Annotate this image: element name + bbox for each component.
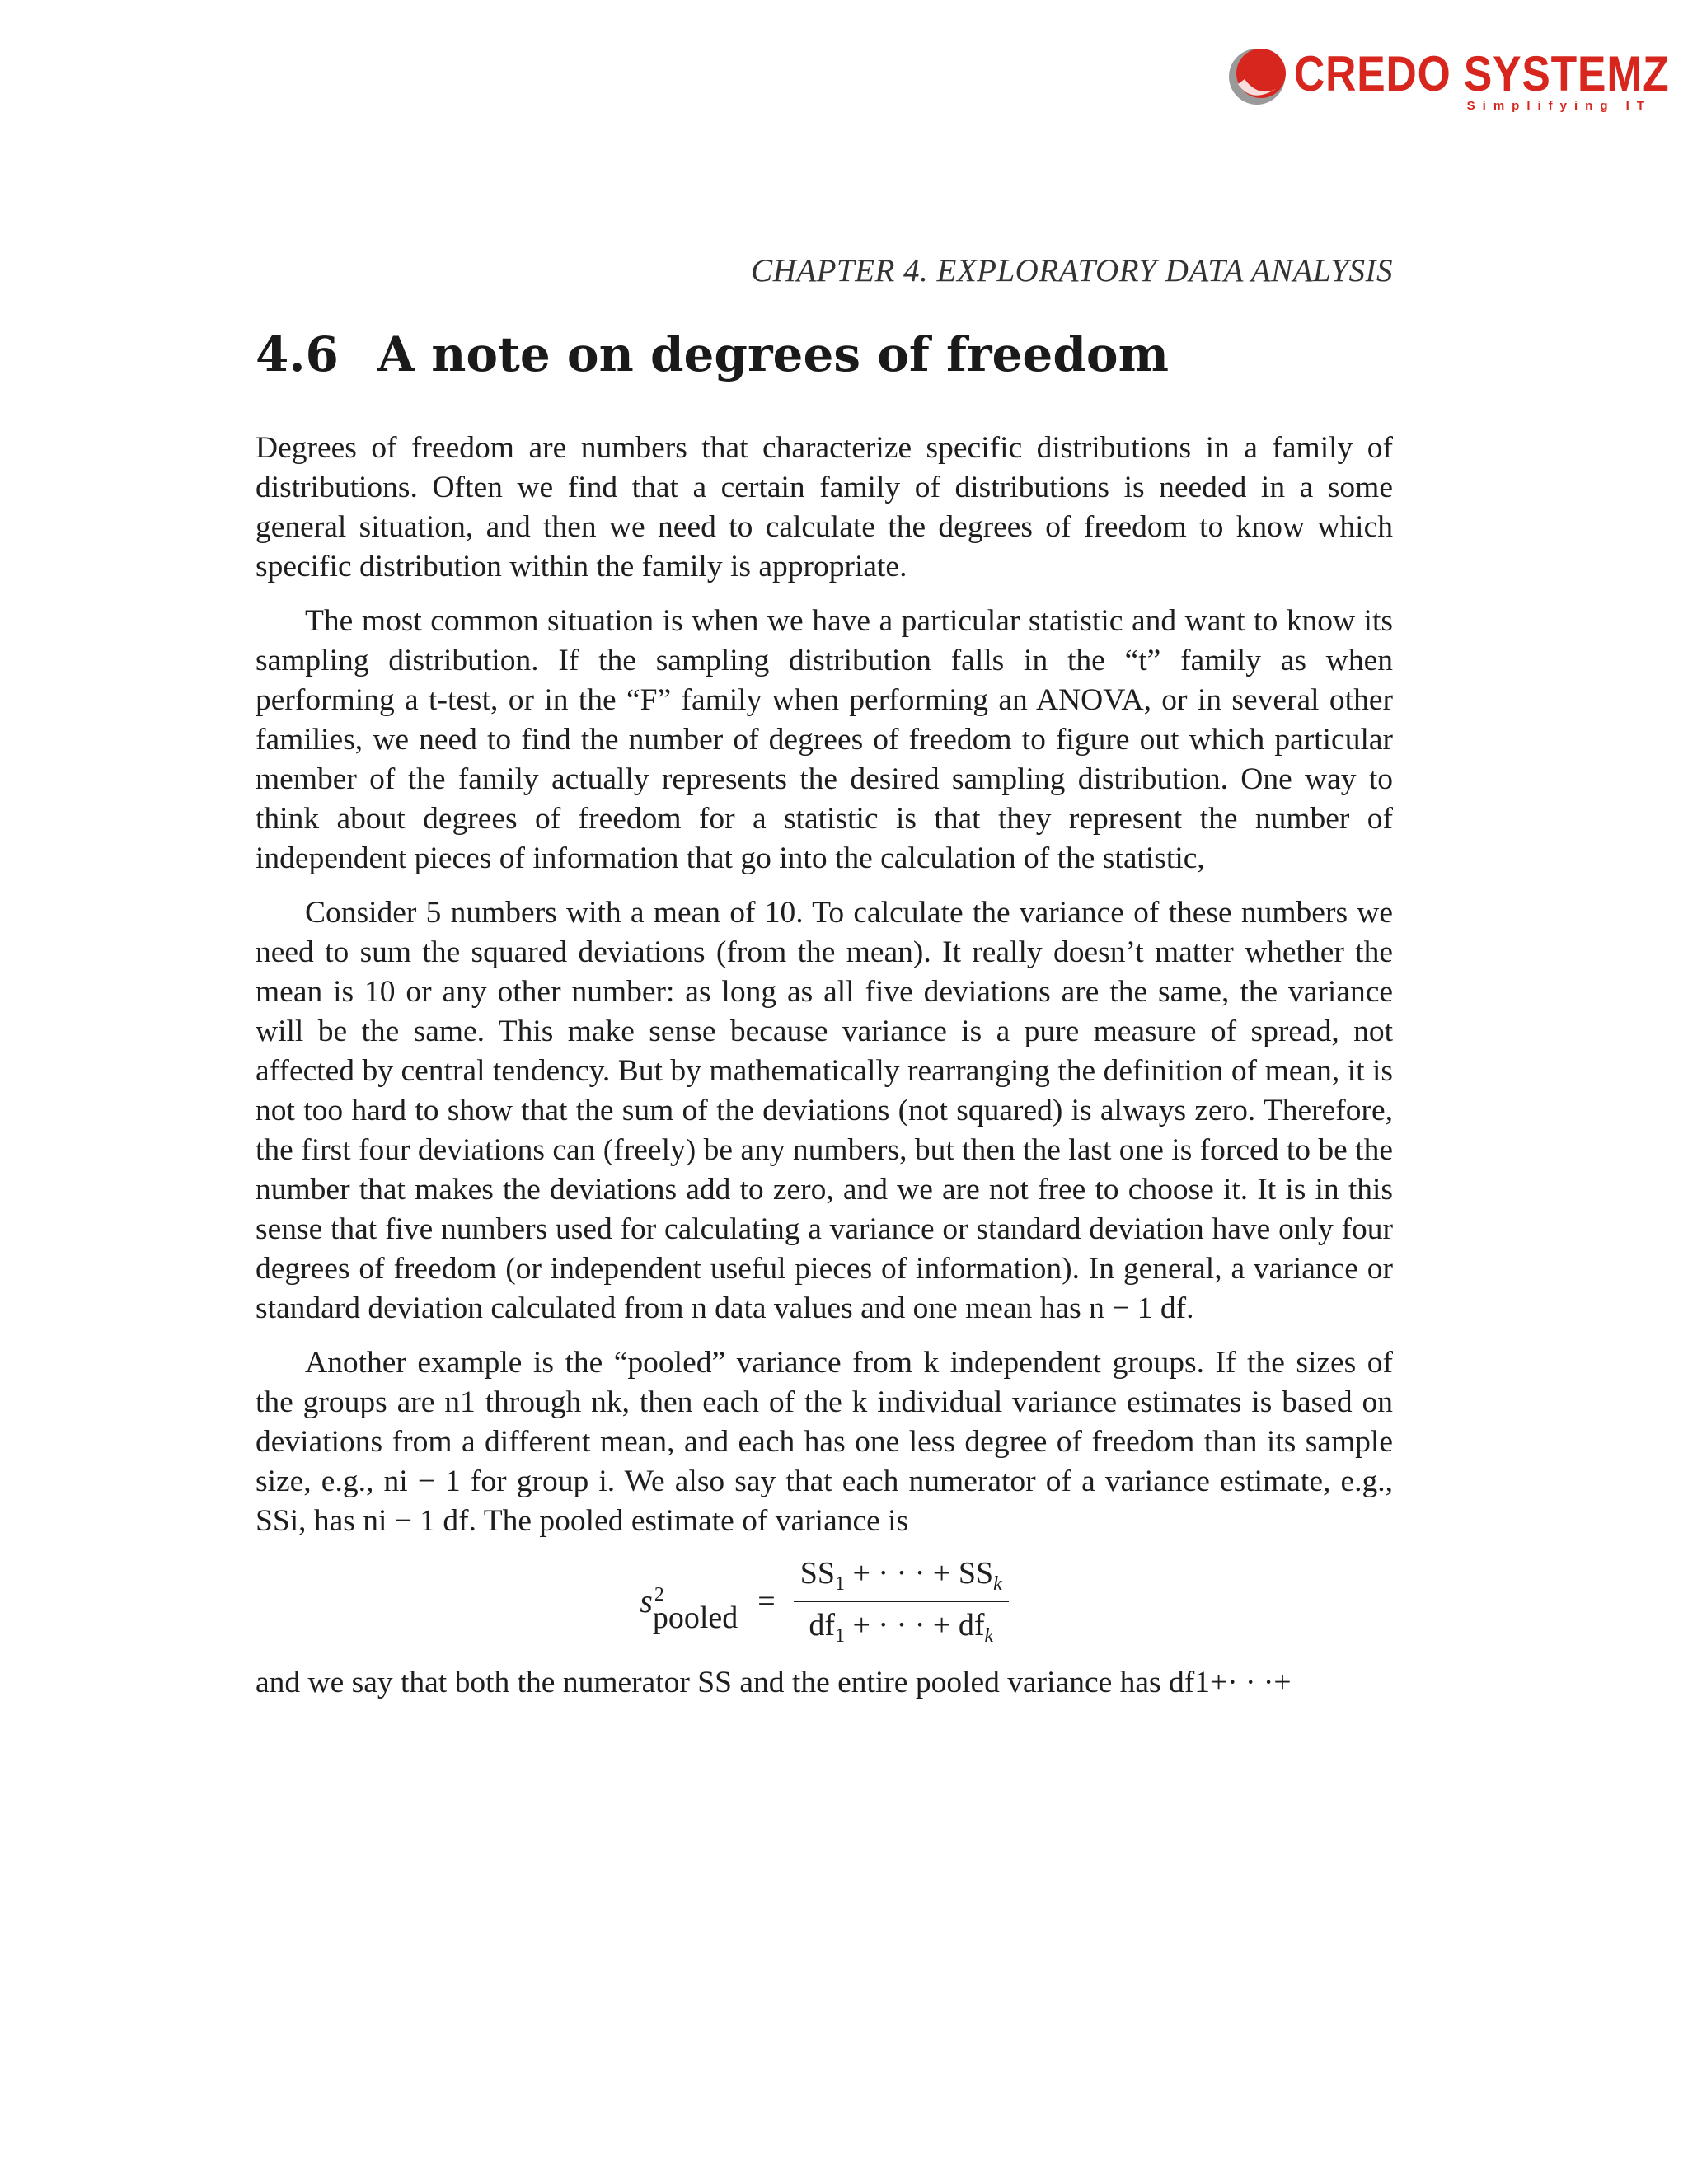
numerator-sub-1: 1 xyxy=(834,1573,845,1595)
numerator-ss-k: SS xyxy=(958,1556,994,1591)
denominator-df-k: df xyxy=(958,1608,985,1643)
numerator-sub-k: k xyxy=(993,1573,1002,1595)
formula-denominator xyxy=(802,1605,1000,1649)
logo-tagline: Simplifying IT xyxy=(1466,99,1652,113)
numerator-ellipsis: + · · · + xyxy=(844,1556,959,1591)
paragraph-1: Degrees of freedom are numbers that characterize specific distributions in a family of distributions. Often we find that a certain family of distributions is needed in a some general situation, and then we need to calculate the degrees of freedom to know which specific distribution within the family is appropriate. xyxy=(256,431,1393,583)
section-number: 4.6 xyxy=(256,326,339,382)
formula-lhs-symbol: s xyxy=(640,1582,653,1619)
pooled-variance-formula xyxy=(256,1556,1393,1647)
formula-lhs-sup: 2 xyxy=(654,1584,664,1605)
logo-swoosh-icon xyxy=(1226,46,1287,107)
denominator-ellipsis: + · · · + xyxy=(844,1608,959,1643)
formula-numerator xyxy=(794,1554,1009,1597)
credo-systemz-logo xyxy=(1226,43,1670,117)
formula-lhs xyxy=(640,1582,738,1635)
paragraph-3: Consider 5 numbers with a mean of 10. To calculate the variance of these numbers we need to sum the squared deviations (from the mean). It really doesn’t matter whether the mean is 10 or any other number: as long as all five deviations are the same, the variance will be the same. This make sense because variance is a pure measure of spread, not affected by central tendency. But by mathematically rearranging the definition of mean, it is not too hard to show that the sum of the deviations (not squared) is always zero. Therefore, the first four deviations can (freely) be any numbers, but then the last one is forced to be the number that makes the deviations add to zero, and we are not free to choose it. It is in this sense that five numbers used for calculating a variance or standard deviation have only four degrees of freedom (or independent useful pieces of information). In general, a variance or standard deviation calculated from n data values and one mean has n − 1 df. xyxy=(256,896,1393,1325)
numerator-ss-1: SS xyxy=(799,1556,835,1591)
formula-lhs-sub: pooled xyxy=(652,1601,738,1635)
denominator-df-1: df xyxy=(809,1608,835,1643)
closing-line: and we say that both the numerator SS and the entire pooled variance has df1+· · ·+ xyxy=(256,1666,1292,1699)
section-heading xyxy=(256,326,1393,382)
body-text xyxy=(256,429,1393,1718)
formula-equals: = xyxy=(757,1584,776,1619)
fraction-bar xyxy=(794,1601,1009,1602)
paragraph-4: Another example is the “pooled” variance from k independent groups. If the sizes of the groups are n1 through nk, then each of the k individual variance estimates is based on deviations from a different mean, and each has one less degree of freedom than its sample size, e.g., ni − 1 for group i. We also say that each numerator of a variance estimate, e.g., SSi, has ni − 1 df. The pooled estimate of variance is xyxy=(256,1346,1393,1538)
section-title: A note on degrees of freedom xyxy=(377,326,1169,382)
logo-brand-text: CREDO SYSTEMZ xyxy=(1294,46,1670,101)
paragraph-2: The most common situation is when we have a particular statistic and want to know its sampling distribution. If the sampling distribution falls in the “t” family as when performing a t-test, or in the “F” family when performing an ANOVA, or in several other families, we need to find the number of degrees of freedom to figure out which particular member of the family actually represents the desired sampling distribution. One way to think about degrees of freedom for a statistic is that they represent the number of independent pieces of information that go into the calculation of the statistic, xyxy=(256,604,1393,875)
running-head: CHAPTER 4. EXPLORATORY DATA ANALYSIS xyxy=(751,253,1393,288)
denominator-sub-1: 1 xyxy=(834,1625,845,1647)
denominator-sub-k: k xyxy=(984,1625,994,1647)
formula-fraction xyxy=(794,1554,1009,1649)
